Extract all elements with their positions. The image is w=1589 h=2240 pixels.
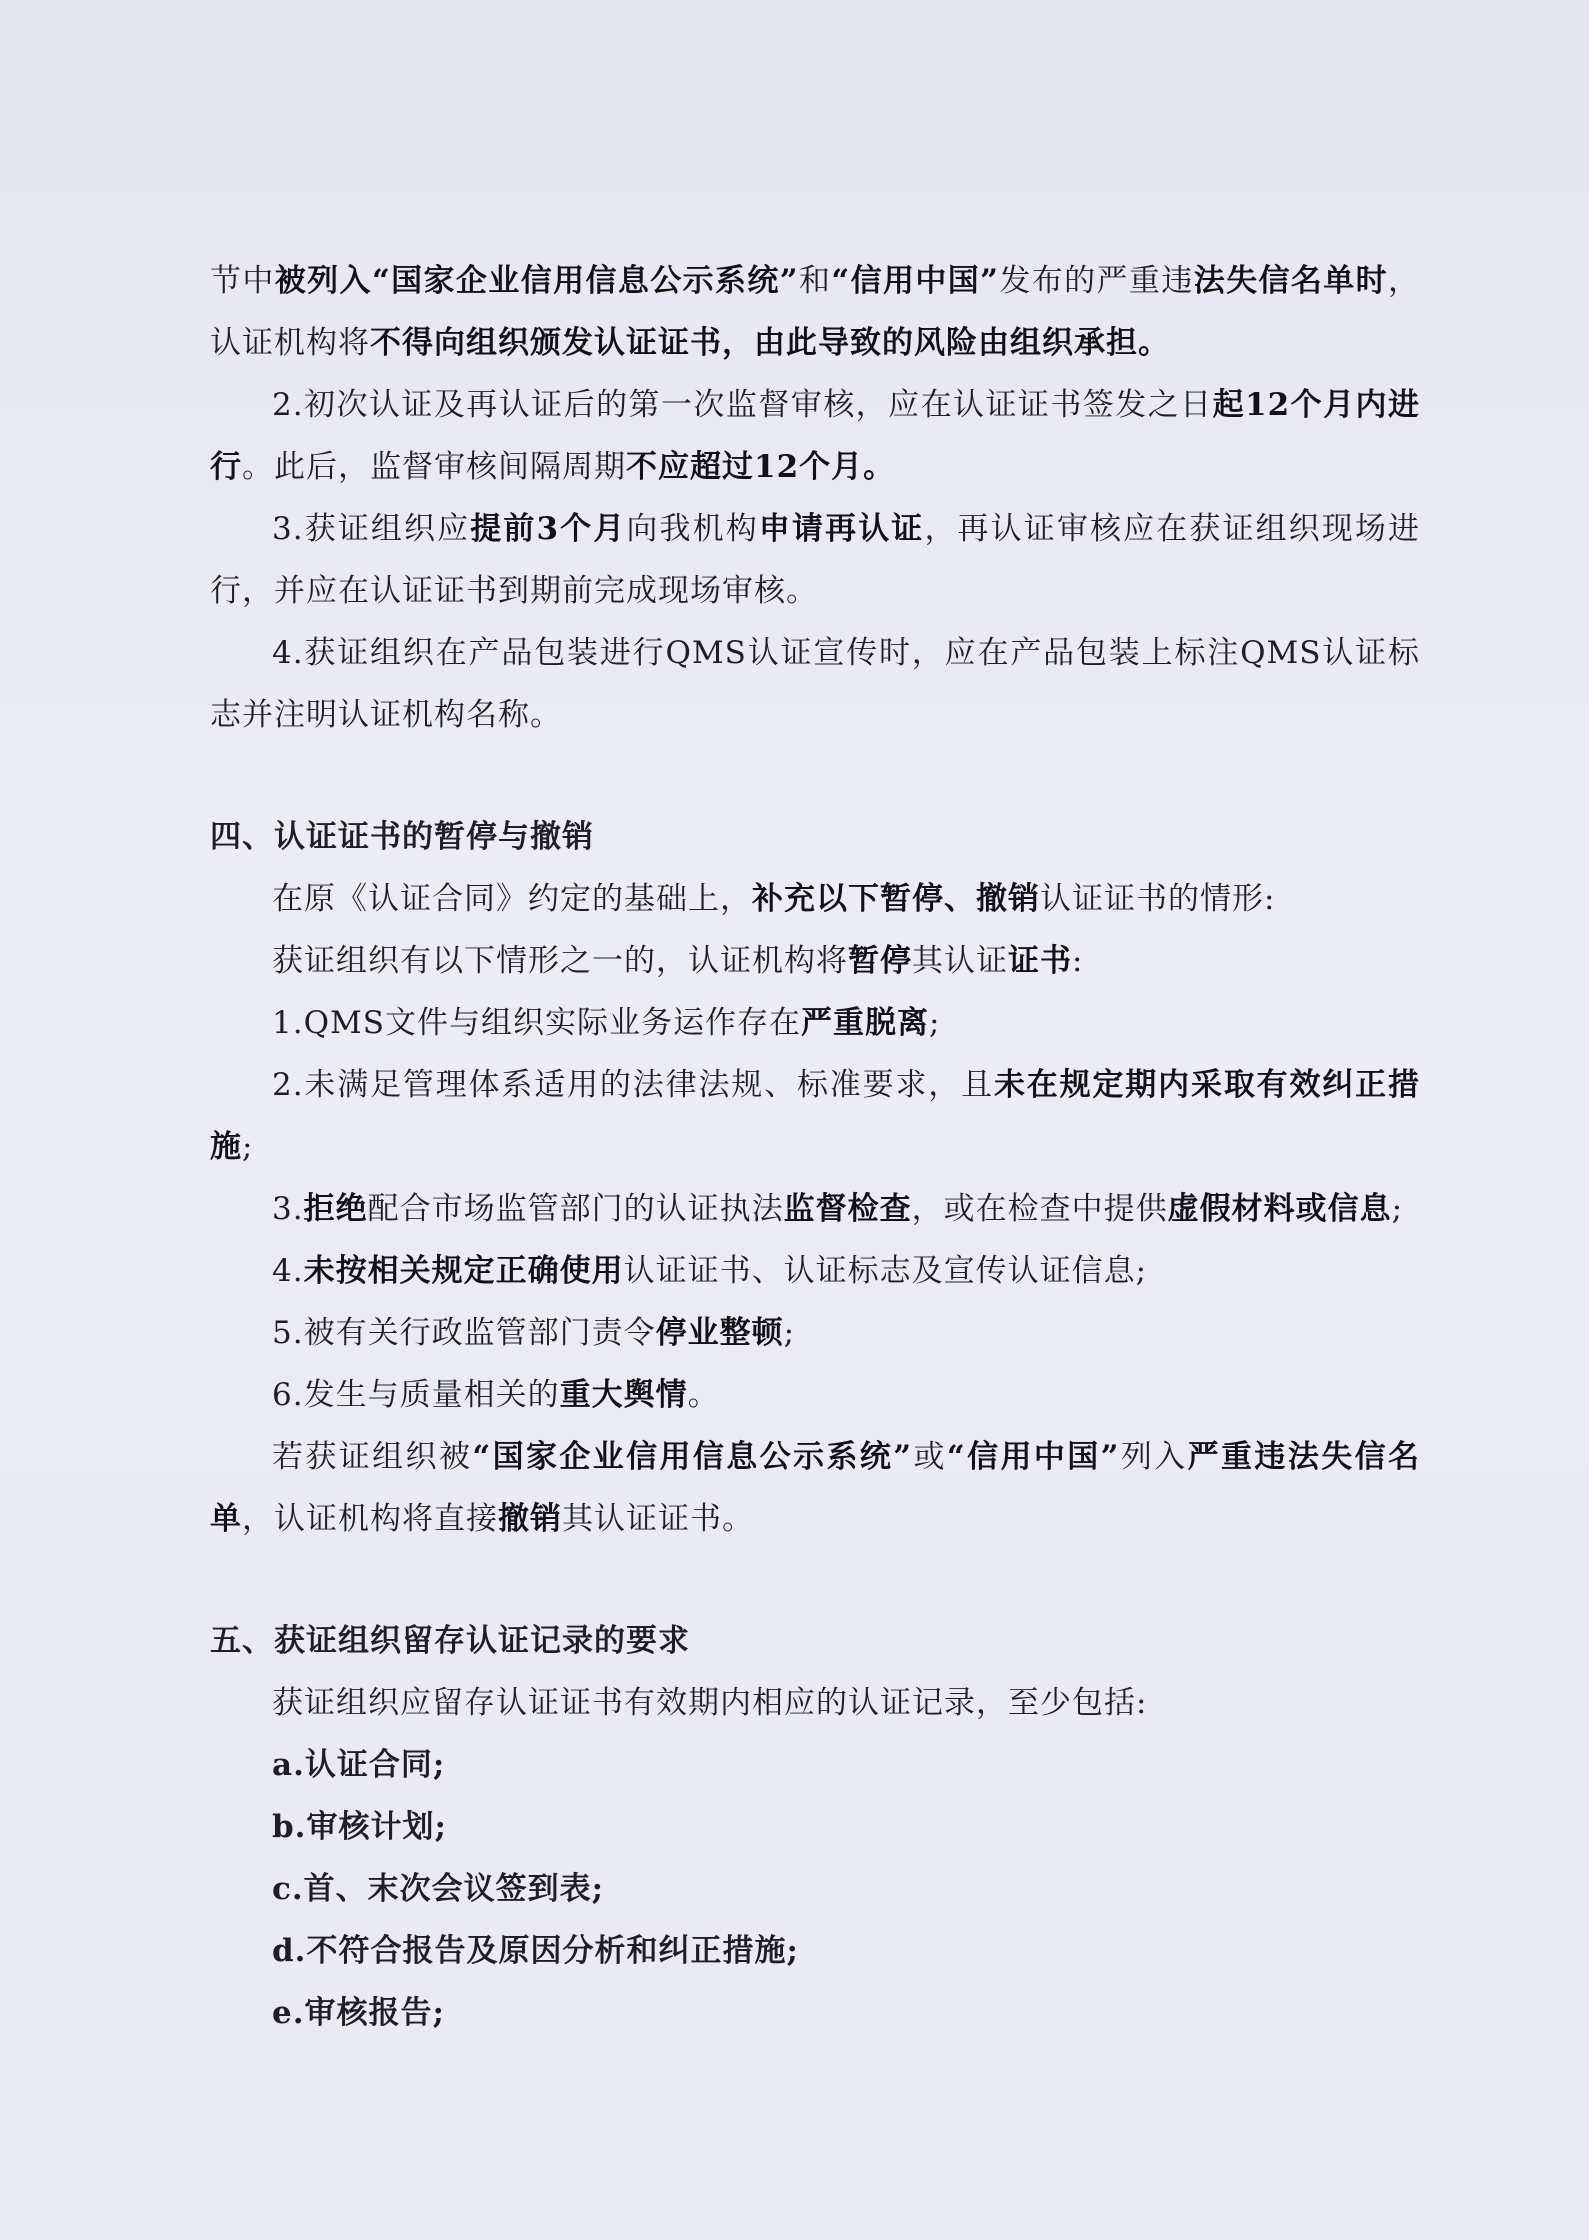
- paragraph-suspension-conditions: 获证组织有以下情形之一的，认证机构将暂停其认证证书:: [272, 943, 1084, 979]
- section-heading-suspension: 四、认证证书的暂停与撤销: [210, 819, 594, 855]
- suspension-item-4: 4.未按相关规定正确使用认证证书、认证标志及宣传认证信息;: [272, 1253, 1148, 1289]
- paragraph-revocation: 若获证组织被“国家企业信用信息公示系统”或“信用中国”列入严重违法失信名单，认证机构将直接撤销其认证证书。: [210, 1439, 1420, 1537]
- suspension-item-3: 3.拒绝配合市场监管部门的认证执法监督检查，或在检查中提供虚假材料或信息;: [272, 1191, 1404, 1227]
- paragraph-surveillance-audit: 2.初次认证及再认证后的第一次监督审核，应在认证证书签发之日起12个月内进行。此后，监督审核间隔周期不应超过12个月。: [210, 387, 1420, 485]
- records-item-d: d.不符合报告及原因分析和纠正措施;: [272, 1933, 799, 1969]
- suspension-item-6: 6.发生与质量相关的重大舆情。: [272, 1377, 720, 1413]
- document-body: [210, 250, 1420, 2044]
- records-item-c: c.首、末次会议签到表;: [272, 1871, 605, 1907]
- paragraph-qms-mark: 4.获证组织在产品包装进行QMS认证宣传时，应在产品包装上标注QMS认证标志并注明认证机构名称。: [210, 635, 1420, 733]
- suspension-item-5: 5.被有关行政监管部门责令停业整顿;: [272, 1315, 796, 1351]
- records-item-e: e.审核报告;: [272, 1995, 445, 2031]
- paragraph-recertification: 3.获证组织应提前3个月向我机构申请再认证，再认证审核应在获证组织现场进行，并应在认证证书到期前完成现场审核。: [210, 511, 1421, 609]
- records-item-b: b.审核计划;: [272, 1809, 447, 1845]
- paragraph-blacklist: 节中被列入“国家企业信用信息公示系统”和“信用中国”发布的严重违法失信名单时，认证机构将不得向组织颁发认证证书，由此导致的风险由组织承担。: [210, 263, 1421, 361]
- paragraph-records-intro: 获证组织应留存认证证书有效期内相应的认证记录，至少包括:: [272, 1685, 1148, 1721]
- suspension-item-1: 1.QMS文件与组织实际业务运作存在严重脱离;: [272, 1005, 941, 1041]
- paragraph-suspension-intro: 在原《认证合同》约定的基础上，补充以下暂停、撤销认证证书的情形:: [272, 881, 1276, 917]
- section-heading-records: 五、获证组织留存认证记录的要求: [210, 1623, 690, 1659]
- suspension-item-2: 2.未满足管理体系适用的法律法规、标准要求，且未在规定期内采取有效纠正措施;: [210, 1067, 1420, 1165]
- records-item-a: a.认证合同;: [272, 1747, 446, 1783]
